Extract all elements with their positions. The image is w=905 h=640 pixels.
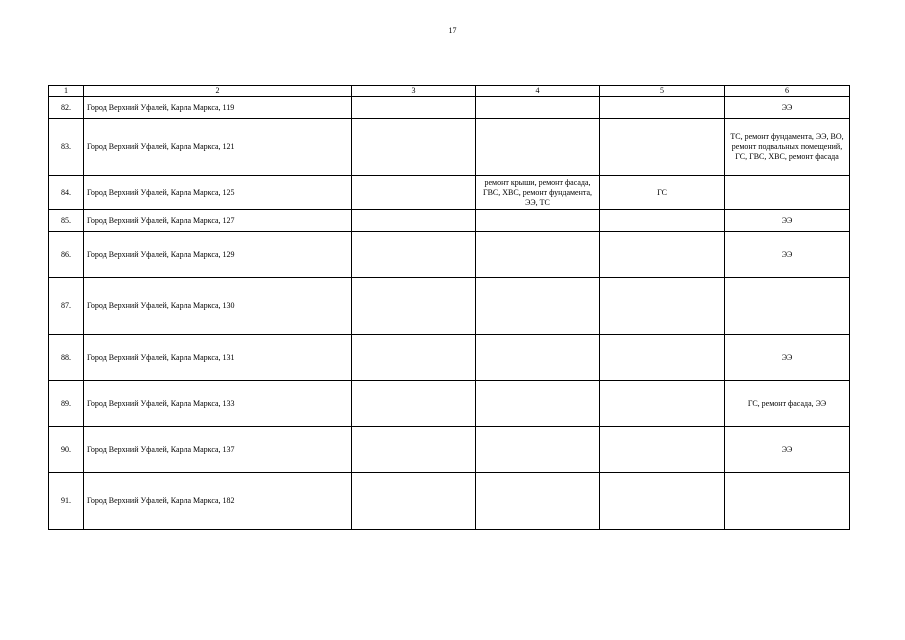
table-row [49,381,850,427]
table-row [49,119,850,176]
row-number: 88. [49,335,84,381]
column-5-cell [600,427,725,473]
column-6-cell [725,473,850,530]
row-number: 89. [49,381,84,427]
column-3-cell [352,210,476,232]
column-6-cell: ТС, ремонт фундамента, ЭЭ, ВО, ремонт подвальных помещений, ГС, ГВС, ХВС, ремонт фасада [725,119,850,176]
column-3-cell [352,176,476,210]
table-row [49,335,850,381]
column-header: 1 [49,86,84,97]
column-5-cell [600,335,725,381]
column-3-cell [352,473,476,530]
row-number: 83. [49,119,84,176]
table-row [49,473,850,530]
column-5-cell [600,473,725,530]
table-header-row [49,86,850,97]
column-4-cell [476,473,600,530]
address-cell: Город Верхний Уфалей, Карла Маркса, 125 [84,176,352,210]
table-row [49,427,850,473]
row-number: 85. [49,210,84,232]
table-row [49,176,850,210]
column-4-cell [476,381,600,427]
column-4-cell [476,427,600,473]
column-3-cell [352,427,476,473]
column-header: 5 [600,86,725,97]
row-number: 87. [49,278,84,335]
table-row [49,232,850,278]
column-6-cell [725,278,850,335]
address-cell: Город Верхний Уфалей, Карла Маркса, 133 [84,381,352,427]
address-cell: Город Верхний Уфалей, Карла Маркса, 131 [84,335,352,381]
table-row [49,210,850,232]
address-cell: Город Верхний Уфалей, Карла Маркса, 182 [84,473,352,530]
column-6-cell: ГС, ремонт фасада, ЭЭ [725,381,850,427]
address-cell: Город Верхний Уфалей, Карла Маркса, 121 [84,119,352,176]
column-6-cell [725,176,850,210]
column-6-cell: ЭЭ [725,335,850,381]
row-number: 86. [49,232,84,278]
address-work-table [48,85,850,530]
column-5-cell [600,119,725,176]
column-5-cell [600,97,725,119]
column-4-cell: ремонт крыши, ремонт фасада, ГВС, ХВС, ремонт фундамента, ЭЭ, ТС [476,176,600,210]
column-3-cell [352,278,476,335]
column-4-cell [476,232,600,278]
column-5-cell [600,232,725,278]
column-5-cell [600,278,725,335]
page-number: 17 [448,26,457,35]
row-number: 90. [49,427,84,473]
column-6-cell: ЭЭ [725,232,850,278]
column-4-cell [476,119,600,176]
table-row [49,278,850,335]
address-cell: Город Верхний Уфалей, Карла Маркса, 129 [84,232,352,278]
column-3-cell [352,119,476,176]
address-cell: Город Верхний Уфалей, Карла Маркса, 137 [84,427,352,473]
column-4-cell [476,210,600,232]
column-3-cell [352,381,476,427]
column-3-cell [352,335,476,381]
column-6-cell: ЭЭ [725,97,850,119]
column-5-cell: ГС [600,176,725,210]
row-number: 91. [49,473,84,530]
column-5-cell [600,381,725,427]
column-4-cell [476,278,600,335]
row-number: 84. [49,176,84,210]
column-4-cell [476,335,600,381]
column-header: 6 [725,86,850,97]
address-cell: Город Верхний Уфалей, Карла Маркса, 127 [84,210,352,232]
address-cell: Город Верхний Уфалей, Карла Маркса, 130 [84,278,352,335]
column-3-cell [352,232,476,278]
column-header: 3 [352,86,476,97]
column-6-cell: ЭЭ [725,210,850,232]
column-header: 4 [476,86,600,97]
table-row [49,97,850,119]
row-number: 82. [49,97,84,119]
column-5-cell [600,210,725,232]
column-6-cell: ЭЭ [725,427,850,473]
column-header: 2 [84,86,352,97]
column-3-cell [352,97,476,119]
address-cell: Город Верхний Уфалей, Карла Маркса, 119 [84,97,352,119]
column-4-cell [476,97,600,119]
